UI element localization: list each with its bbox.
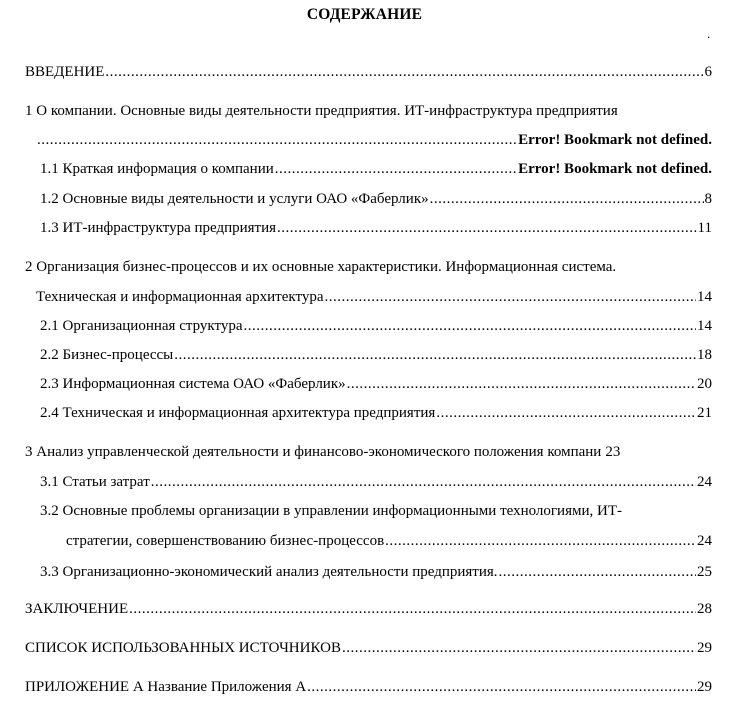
toc-page-number: 28	[697, 601, 712, 617]
toc-entry-s2-line2[interactable]	[36, 287, 712, 307]
toc-label: стратегии, совершенствованию бизнес-процессов	[66, 533, 385, 549]
toc-entry-s1-line1[interactable]: 1 О компании. Основные виды деятельности предприятия. ИТ-инфраструктура предприятия	[25, 103, 618, 119]
toc-label: ВВЕДЕНИЕ	[25, 64, 105, 80]
toc-leader	[385, 531, 696, 551]
toc-entry-s2-line1[interactable]: 2 Организация бизнес-процессов и их основные характеристики. Информационная система.	[25, 259, 617, 275]
toc-entry-intro[interactable]	[25, 62, 712, 82]
toc-leader	[129, 599, 696, 619]
toc-page-number: 23	[605, 444, 621, 460]
toc-page-number: 24	[697, 474, 712, 490]
toc-entry-s1-3[interactable]	[40, 218, 712, 238]
toc-entry-s3[interactable]	[25, 442, 712, 462]
toc-label: ЗАКЛЮЧЕНИЕ	[25, 601, 129, 617]
toc-leader	[307, 677, 696, 697]
toc-label: 3.3 Организационно-экономический анализ деятельности предприятия.	[40, 564, 498, 580]
toc-label: 2.2 Бизнес-процессы	[40, 347, 174, 363]
toc-entry-s3-2-line1[interactable]: 3.2 Основные проблемы организации в управлении информационными технологиями, ИТ-	[40, 503, 622, 519]
toc-label: 2.3 Информационная система ОАО «Фаберлик»	[40, 376, 346, 392]
toc-entry-s2-2[interactable]	[40, 345, 712, 365]
toc-page-number: 18	[697, 347, 712, 363]
toc-entry-s2-4[interactable]	[40, 403, 712, 423]
stray-mark: .	[707, 26, 711, 41]
toc-entry-s3-2-line2[interactable]	[66, 531, 712, 551]
toc-leader	[277, 218, 697, 238]
toc-page-number: 29	[697, 679, 712, 695]
toc-page-number: 8	[704, 191, 712, 207]
toc-page-number: 6	[704, 64, 712, 80]
toc-page-number: 29	[697, 640, 712, 656]
toc-label: 1.2 Основные виды деятельности и услуги ОАО «Фаберлик»	[40, 191, 429, 207]
toc-entry-sources[interactable]	[25, 638, 712, 658]
toc-entry-s1-2[interactable]	[40, 189, 712, 209]
toc-leader	[499, 562, 696, 582]
toc-entry-s2-1[interactable]	[40, 316, 712, 336]
toc-leader	[325, 287, 697, 307]
toc-page-number: 14	[697, 289, 712, 305]
toc-page-number: 11	[697, 220, 712, 236]
toc-leader	[244, 316, 697, 336]
toc-leader	[430, 189, 704, 209]
toc-leader	[105, 62, 703, 82]
toc-entry-s1-line2[interactable]	[36, 130, 712, 150]
toc-leader	[347, 374, 696, 394]
toc-page-error: Error! Bookmark not defined.	[518, 132, 712, 148]
toc-label: 2.4 Техническая и информационная архитектура предприятия	[40, 405, 436, 421]
toc-page-number: 21	[697, 405, 712, 421]
toc-entry-s3-3[interactable]	[40, 562, 712, 582]
toc-leader	[174, 345, 696, 365]
toc-label: ПРИЛОЖЕНИЕ А Название Приложения А	[25, 679, 307, 695]
toc-entry-s2-3[interactable]	[40, 374, 712, 394]
toc-page-number: 14	[697, 318, 712, 334]
toc-label: 3.1 Статьи затрат	[40, 474, 150, 490]
toc-label: 1.1 Краткая информация о компании	[40, 161, 274, 177]
page-title: СОДЕРЖАНИЕ	[306, 6, 423, 23]
toc-leader	[151, 472, 696, 492]
toc-entry-appendix[interactable]	[25, 677, 712, 697]
toc-entry-s3-1[interactable]	[40, 472, 712, 492]
toc-label: СПИСОК ИСПОЛЬЗОВАННЫХ ИСТОЧНИКОВ	[25, 640, 341, 656]
toc-page-number: 24	[697, 533, 712, 549]
toc-label: 3 Анализ управленческой деятельности и финансово-экономического положения компани	[25, 444, 602, 460]
toc-page-number: 20	[697, 376, 712, 392]
toc-page-number: 25	[697, 564, 712, 580]
toc-label: 2.1 Организационная структура	[40, 318, 243, 334]
toc-page-error: Error! Bookmark not defined.	[518, 161, 712, 177]
toc-leader	[436, 403, 696, 423]
toc-entry-s1-1[interactable]	[40, 159, 712, 179]
toc-label: Техническая и информационная архитектура	[36, 289, 324, 305]
toc-entry-conclusion[interactable]	[25, 599, 712, 619]
toc-leader	[37, 130, 517, 150]
toc-label: 1.3 ИТ-инфраструктура предприятия	[40, 220, 277, 236]
toc-leader	[275, 159, 517, 179]
toc-leader	[342, 638, 696, 658]
